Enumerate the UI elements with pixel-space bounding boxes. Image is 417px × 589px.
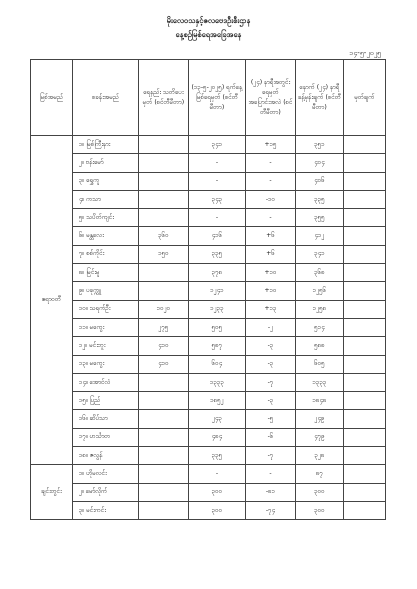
warning-level-cell: ၄၁၀: [139, 355, 189, 373]
forecast-cell: ၃၂၈: [296, 447, 344, 465]
warning-level-cell: ၄၁၀: [139, 337, 189, 355]
warning-level-cell: [139, 154, 189, 172]
forecast-cell: ၃၀၀: [296, 501, 344, 519]
warning-level-cell: [139, 501, 189, 519]
forecast-cell: ၄၀၄: [296, 154, 344, 172]
table-row: [31, 172, 386, 190]
water-level-cell: ၄၁၆: [189, 227, 246, 245]
station-name-cell: ၆။ မန္တလေး: [73, 227, 139, 245]
report-date: ၁၄-၅-၂၀၂၅: [349, 49, 381, 57]
water-level-cell: ၃၀၀: [189, 483, 246, 501]
water-level-cell: -: [189, 154, 246, 172]
warning-level-cell: [139, 136, 189, 154]
water-level-cell: ၃၄၃: [189, 190, 246, 208]
column-header-remarks: မှတ်ချက်: [344, 60, 386, 136]
warning-level-cell: ၁၅၀: [139, 245, 189, 263]
column-header-warning-level: ရေနည်း သတိပေးမှတ် (စင်တီမီတာ): [139, 60, 189, 136]
level-change-cell: -၃: [246, 392, 296, 410]
table-row: [31, 227, 386, 245]
table-row: [31, 392, 386, 410]
forecast-cell: ၁၂၅၆: [296, 282, 344, 300]
level-change-cell: -၂: [246, 318, 296, 336]
warning-level-cell: [139, 410, 189, 428]
table-header-row: [31, 60, 386, 136]
water-level-cell: ၃၃၅: [189, 245, 246, 263]
level-change-cell: -၅: [246, 410, 296, 428]
forecast-cell: ၂၄၉: [296, 410, 344, 428]
warning-level-cell: [139, 282, 189, 300]
table-row: [31, 136, 386, 154]
river-level-table: [30, 59, 386, 520]
river-name-cell: ဧရာဝတီ: [31, 136, 73, 465]
station-name-cell: ၁၇။ ဟင်္သာတ: [73, 428, 139, 446]
level-change-cell: -၇: [246, 447, 296, 465]
station-name-cell: ၁၀။ သရက်ဦး: [73, 300, 139, 318]
water-level-cell: ၃၃၅: [189, 447, 246, 465]
level-change-cell: +၆: [246, 245, 296, 263]
table-row: [31, 209, 386, 227]
remark-cell: [344, 282, 386, 300]
forecast-cell: ၁၂၅၈: [296, 300, 344, 318]
water-level-cell: ၅၀၅: [189, 318, 246, 336]
remark-cell: [344, 136, 386, 154]
remark-cell: [344, 392, 386, 410]
level-change-cell: -: [246, 465, 296, 483]
station-name-cell: ၁၁။ မကွေး: [73, 318, 139, 336]
warning-level-cell: ၃၆၀: [139, 227, 189, 245]
level-change-cell: -၇၄: [246, 501, 296, 519]
table-row: [31, 264, 386, 282]
water-level-cell: ၃၇၈: [189, 264, 246, 282]
water-level-cell: ၃၀၀: [189, 501, 246, 519]
forecast-cell: ၄၁၂: [296, 227, 344, 245]
water-level-cell: -: [189, 172, 246, 190]
forecast-cell: ၁၈၄၈: [296, 392, 344, 410]
level-change-cell: +၁၀: [246, 264, 296, 282]
table-row: [31, 428, 386, 446]
station-name-cell: ၁၂။ မင်းဘူး: [73, 337, 139, 355]
table-row: [31, 154, 386, 172]
remark-cell: [344, 318, 386, 336]
warning-level-cell: [139, 483, 189, 501]
warning-level-cell: [139, 172, 189, 190]
remark-cell: [344, 483, 386, 501]
table-row: [31, 282, 386, 300]
remark-cell: [344, 300, 386, 318]
remark-cell: [344, 209, 386, 227]
column-header-station: စခန်းအမည်: [73, 60, 139, 136]
station-name-cell: ၁၅။ ပြည်: [73, 392, 139, 410]
table-row: [31, 447, 386, 465]
forecast-cell: ၅၁၄: [296, 318, 344, 336]
level-change-cell: -၃: [246, 355, 296, 373]
station-name-cell: ၁၃။ မကွေး: [73, 355, 139, 373]
table-row: [31, 501, 386, 519]
level-change-cell: -၁၀: [246, 190, 296, 208]
water-level-cell: ၃၄၁: [189, 136, 246, 154]
level-change-cell: -၆: [246, 428, 296, 446]
forecast-cell: ၃၃၅: [296, 190, 344, 208]
forecast-cell: ၃၅၅: [296, 209, 344, 227]
forecast-cell: ၅၈၈: [296, 337, 344, 355]
warning-level-cell: ၂၇၅: [139, 318, 189, 336]
station-name-cell: ၁။ မြစ်ကြီးနား: [73, 136, 139, 154]
remark-cell: [344, 410, 386, 428]
warning-level-cell: [139, 465, 189, 483]
warning-level-cell: [139, 447, 189, 465]
station-name-cell: ၃။ ရွှေကူ: [73, 172, 139, 190]
water-level-cell: ၁၃၃၃: [189, 373, 246, 391]
warning-level-cell: [139, 264, 189, 282]
water-level-cell: ၁၂၄၁: [189, 282, 246, 300]
table-row: [31, 373, 386, 391]
remark-cell: [344, 373, 386, 391]
level-change-cell: -၇: [246, 373, 296, 391]
forecast-cell: ၆၀၅: [296, 355, 344, 373]
level-change-cell: -၃: [246, 337, 296, 355]
station-name-cell: ၁၆။ ဆိပ်သာ: [73, 410, 139, 428]
report-subtitle: နေ့စဉ်မြစ်ရေအခြေအနေ: [175, 30, 242, 39]
warning-level-cell: ၁၀၂၀: [139, 300, 189, 318]
level-change-cell: -: [246, 209, 296, 227]
station-name-cell: ၁၄။ အောင်လံ: [73, 373, 139, 391]
water-level-cell: ၂၄၃: [189, 410, 246, 428]
table-row: [31, 410, 386, 428]
level-change-cell: +၁၀: [246, 282, 296, 300]
remark-cell: [344, 465, 386, 483]
water-level-cell: ၅၈၇: [189, 337, 246, 355]
remark-cell: [344, 428, 386, 446]
forecast-cell: ၃၄၁: [296, 245, 344, 263]
warning-level-cell: [139, 209, 189, 227]
remark-cell: [344, 245, 386, 263]
remark-cell: [344, 227, 386, 245]
level-change-cell: -: [246, 172, 296, 190]
forecast-cell: ၃၀၀: [296, 483, 344, 501]
forecast-cell: ၁၃၃၃: [296, 373, 344, 391]
table-row: [31, 300, 386, 318]
river-name-cell: ချင်းတွင်း: [31, 465, 73, 520]
column-header-water-level: (၁၃-၅-၂၀၂၅) ရက်နေ့ မြစ်ရေမှတ် (စင်တီမီတာ): [189, 60, 246, 136]
table-row: [31, 337, 386, 355]
level-change-cell: +၆: [246, 227, 296, 245]
water-level-cell: ၄၈၄: [189, 428, 246, 446]
station-name-cell: ၂။ ဗန်းမော်: [73, 154, 139, 172]
station-name-cell: ၄။ ကသာ: [73, 190, 139, 208]
level-change-cell: +၁၅: [246, 136, 296, 154]
station-name-cell: ၁။ ဟိုမလင်း: [73, 465, 139, 483]
table-row: [31, 318, 386, 336]
forecast-cell: ၄၀၆: [296, 172, 344, 190]
water-level-cell: -: [189, 465, 246, 483]
table-row: [31, 465, 386, 483]
station-name-cell: ၈။ မြင်းမူ: [73, 264, 139, 282]
station-name-cell: ၃။ မင်းကင်း: [73, 501, 139, 519]
water-level-cell: ၆၀၄: [189, 355, 246, 373]
level-change-cell: -၈၁: [246, 483, 296, 501]
remark-cell: [344, 264, 386, 282]
remark-cell: [344, 355, 386, 373]
station-name-cell: ၁၈။ ဇလွန်: [73, 447, 139, 465]
water-level-cell: ၁၈၅၂: [189, 392, 246, 410]
remark-cell: [344, 447, 386, 465]
table-body: [31, 136, 386, 520]
forecast-cell: ၃၅၁: [296, 136, 344, 154]
table-row: [31, 483, 386, 501]
water-level-cell: -: [189, 209, 246, 227]
warning-level-cell: [139, 190, 189, 208]
table-row: [31, 190, 386, 208]
station-name-cell: ၇။ စစ်ကိုင်း: [73, 245, 139, 263]
table-row: [31, 355, 386, 373]
table-row: [31, 245, 386, 263]
station-name-cell: ၂။ မော်လိုက်: [73, 483, 139, 501]
warning-level-cell: [139, 373, 189, 391]
forecast-cell: ၄၇၉: [296, 428, 344, 446]
station-name-cell: ၅။ သပိတ်ကျင်း: [73, 209, 139, 227]
report-title: မိုးလေဝသနှင့်ဇလဗေဒဦးစီးဌာန: [166, 16, 251, 25]
warning-level-cell: [139, 428, 189, 446]
warning-level-cell: [139, 392, 189, 410]
remark-cell: [344, 172, 386, 190]
column-header-forecast: နောက် (၂၄) နာရီ ခန့်မှန်းချက် (စင်တီမီတာ): [296, 60, 344, 136]
remark-cell: [344, 337, 386, 355]
column-header-river: မြစ်အမည်: [31, 60, 73, 136]
remark-cell: [344, 154, 386, 172]
forecast-cell: ၈၇: [296, 465, 344, 483]
remark-cell: [344, 190, 386, 208]
column-header-change: (၂၄) နာရီအတွင်း ရေမှတ်အပြောင်းအလဲ (စင်တီမီတာ): [246, 60, 296, 136]
forecast-cell: ၃၆၈: [296, 264, 344, 282]
water-level-cell: ၁၂၃၃: [189, 300, 246, 318]
level-change-cell: -: [246, 154, 296, 172]
remark-cell: [344, 501, 386, 519]
level-change-cell: +၁၃: [246, 300, 296, 318]
station-name-cell: ၉။ ပခုက္ကူ: [73, 282, 139, 300]
